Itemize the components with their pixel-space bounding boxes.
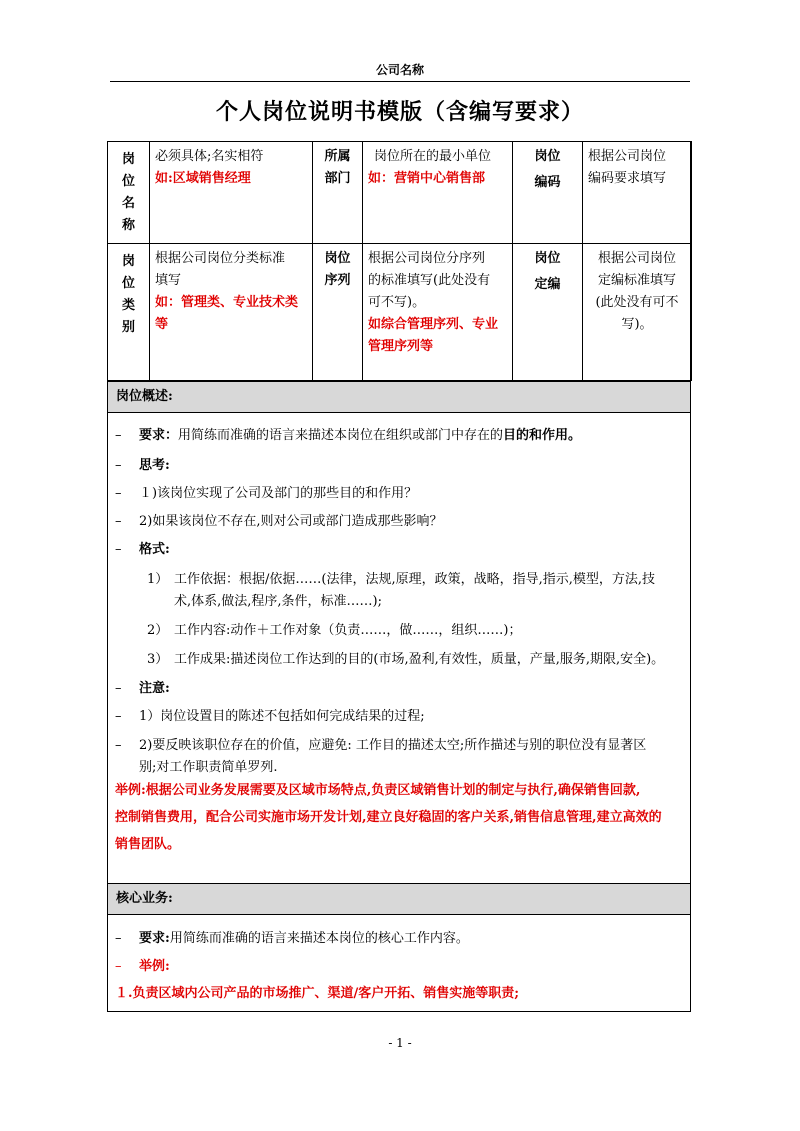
label-headcount: 岗位 定编 <box>513 244 583 381</box>
cell-position-code: 根据公司岗位 编码要求填写 <box>583 142 692 244</box>
page-number: - 1 - <box>388 1036 412 1050</box>
label-position-name: 岗 位 名 称 <box>108 142 150 244</box>
overview-format: – 格式: <box>115 542 170 557</box>
company-name: 公司名称 <box>375 63 424 77</box>
overview-requirement: – 要求：用简练而准确的语言来描述本岗位在组织或部门中存在的目的和作用。 <box>115 428 582 443</box>
core-example-label: – 举例: <box>115 959 170 974</box>
label-position-sequence: 岗位 序列 <box>313 244 363 381</box>
format-item-2: 2） 工作内容:动作＋工作对象（负责……，做……，组织……)； <box>147 623 522 638</box>
overview-example: 举例:根据公司业务发展需要及区域市场特点,负责区域销售计划的制定与执行,确保销售回款, 控制销售费用，配合公司实施市场开发计划,建立良好稳固的客户关系,销售信息管理,建立高效的 销售团队。 <box>115 783 662 852</box>
table-row <box>108 142 692 244</box>
cell-position-category: 根据公司岗位分类标准 填写 如：管理类、专业技术类 等 <box>150 244 313 381</box>
header-rule <box>110 81 690 82</box>
section-heading-core: 核心业务: <box>108 883 690 915</box>
cell-position-name: 必须具体;名实相符 如:区域销售经理 <box>150 142 313 244</box>
format-item-1: 1） 工作依据：根据/依据……(法律，法规,原理，政策，战略，指导,指示,模型，方法,技 <box>147 572 655 587</box>
format-item-3: 3） 工作成果:描述岗位工作达到的目的(市场,盈利,有效性，质量，产量,服务,期限,安全)。 <box>147 652 665 667</box>
cell-department: 岗位所在的最小单位 如：营销中心销售部 <box>363 142 513 244</box>
position-info-table <box>107 141 692 381</box>
core-requirement: – 要求:用简练而准确的语言来描述本岗位的核心工作内容。 <box>115 931 469 946</box>
label-position-code: 岗位 编码 <box>513 142 583 244</box>
document-title: 个人岗位说明书模版（含编写要求） <box>215 99 584 125</box>
section-heading-overview: 岗位概述: <box>108 381 690 413</box>
table-row <box>108 244 692 381</box>
note-item-2-cont: 别;对工作职责简单罗列. <box>139 760 278 775</box>
note-item-1: – 1）岗位设置目的陈述不包括如何完成结果的过程; <box>115 709 425 724</box>
label-position-category: 岗 位 类 别 <box>108 244 150 381</box>
format-item-1-cont: 术,体系,做法,程序,条件，标准……); <box>174 594 382 609</box>
cell-position-sequence: 根据公司岗位分序列 的标准填写(此处没有 可不写)。 如综合管理序列、专业 管理序列等 <box>363 244 513 381</box>
label-department: 所属 部门 <box>313 142 363 244</box>
overview-note: – 注意: <box>115 681 170 696</box>
overview-question-1: – １)该岗位实现了公司及部门的那些目的和作用？ <box>115 486 418 501</box>
note-item-2: – 2)要反映该职位存在的价值，应避免: 工作目的描述太空;所作描述与别的职位没有显著区 <box>115 738 647 753</box>
overview-think: – 思考: <box>115 458 170 473</box>
overview-question-2: – 2)如果该岗位不存在,则对公司或部门造成那些影响？ <box>115 514 443 529</box>
core-example-item-1: １.负责区域内公司产品的市场推广、渠道/客户开拓、销售实施等职责; <box>115 986 520 1001</box>
cell-headcount: 根据公司岗位 定编标准填写 (此处没有可不 写)。 <box>583 244 692 381</box>
